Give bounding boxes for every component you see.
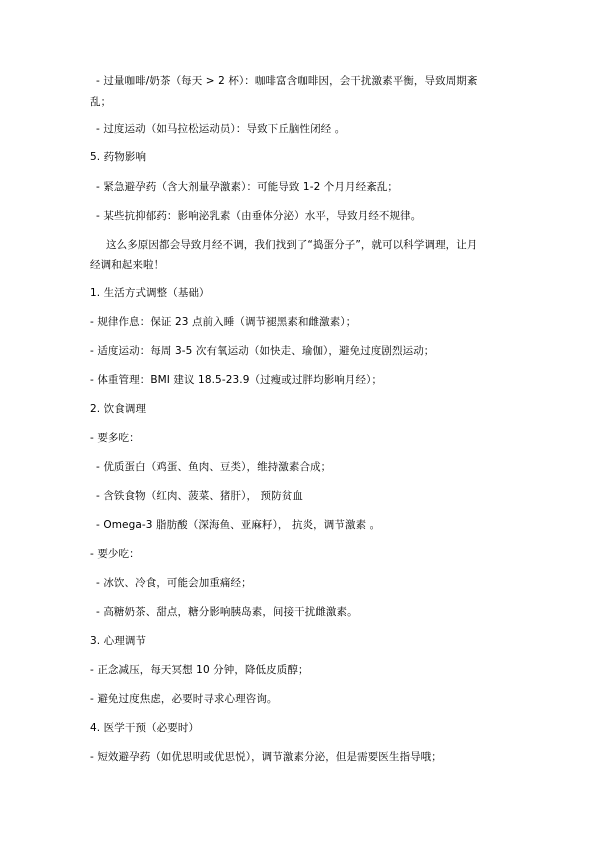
text-line-eat-more: - 要多吃： [90, 432, 140, 444]
text-line-omega3: - Omega-3 脂肪酸（深海鱼、亚麻籽）， 抗炎，调节激素 。 [96, 519, 381, 531]
text-line-overexercise: - 过度运动（如马拉松运动员）：导致下丘脑性闭经 。 [96, 123, 346, 135]
text-line-eat-less: - 要少吃： [90, 548, 140, 560]
text-line-protein: - 优质蛋白（鸡蛋、鱼肉、豆类），维持激素合成； [96, 461, 332, 473]
text-line-coffee-tea-cont: 乱； [90, 96, 112, 108]
section-heading-lifestyle: 1. 生活方式调整（基础） [90, 287, 210, 299]
text-line-cold-food: - 冰饮、冷食，可能会加重痛经； [96, 577, 252, 589]
text-line-weight: - 体重管理：BMI 建议 18.5-23.9（过瘦或过胖均影响月经）； [90, 374, 383, 386]
section-heading-medical: 4. 医学干预（必要时） [90, 722, 200, 734]
text-line-sleep: - 规律作息：保证 23 点前入睡（调节褪黑素和雌激素）； [90, 316, 357, 328]
section-heading-diet: 2. 饮食调理 [90, 403, 147, 415]
section-heading-drugs: 5. 药物影响 [90, 151, 147, 163]
text-line-emergency-pill: - 紧急避孕药（含大剂量孕激素）：可能导致 1-2 个月月经紊乱； [96, 181, 398, 193]
text-line-iron: - 含铁食物（红肉、菠菜、猪肝）， 预防贫血 [96, 490, 303, 502]
text-line-summary-cont: 经调和起来啦！ [90, 259, 165, 271]
text-line-sugar: - 高糖奶茶、甜点，糖分影响胰岛素，间接干扰雌激素。 [96, 606, 358, 618]
text-line-contraceptive: - 短效避孕药（如优思明或优思悦），调节激素分泌，但是需要医生指导哦； [90, 751, 442, 763]
text-line-summary: 这么多原因都会导致月经不调，我们找到了“捣蛋分子”，就可以科学调理，让月 [106, 239, 478, 251]
section-heading-psychology: 3. 心理调节 [90, 635, 147, 647]
text-line-antidepressant: - 某些抗抑郁药：影响泌乳素（由垂体分泌）水平，导致月经不规律。 [96, 210, 422, 222]
text-line-mindfulness: - 正念减压，每天冥想 10 分钟，降低皮质醇； [90, 664, 309, 676]
text-line-anxiety: - 避免过度焦虑，必要时寻求心理咨询。 [90, 693, 278, 705]
text-line-coffee-tea: - 过量咖啡/奶茶（每天 > 2 杯）：咖啡富含咖啡因，会干扰激素平衡，导致周期紊 [96, 75, 478, 87]
text-line-exercise: - 适度运动：每周 3-5 次有氧运动（如快走、瑜伽），避免过度剧烈运动； [90, 345, 435, 357]
